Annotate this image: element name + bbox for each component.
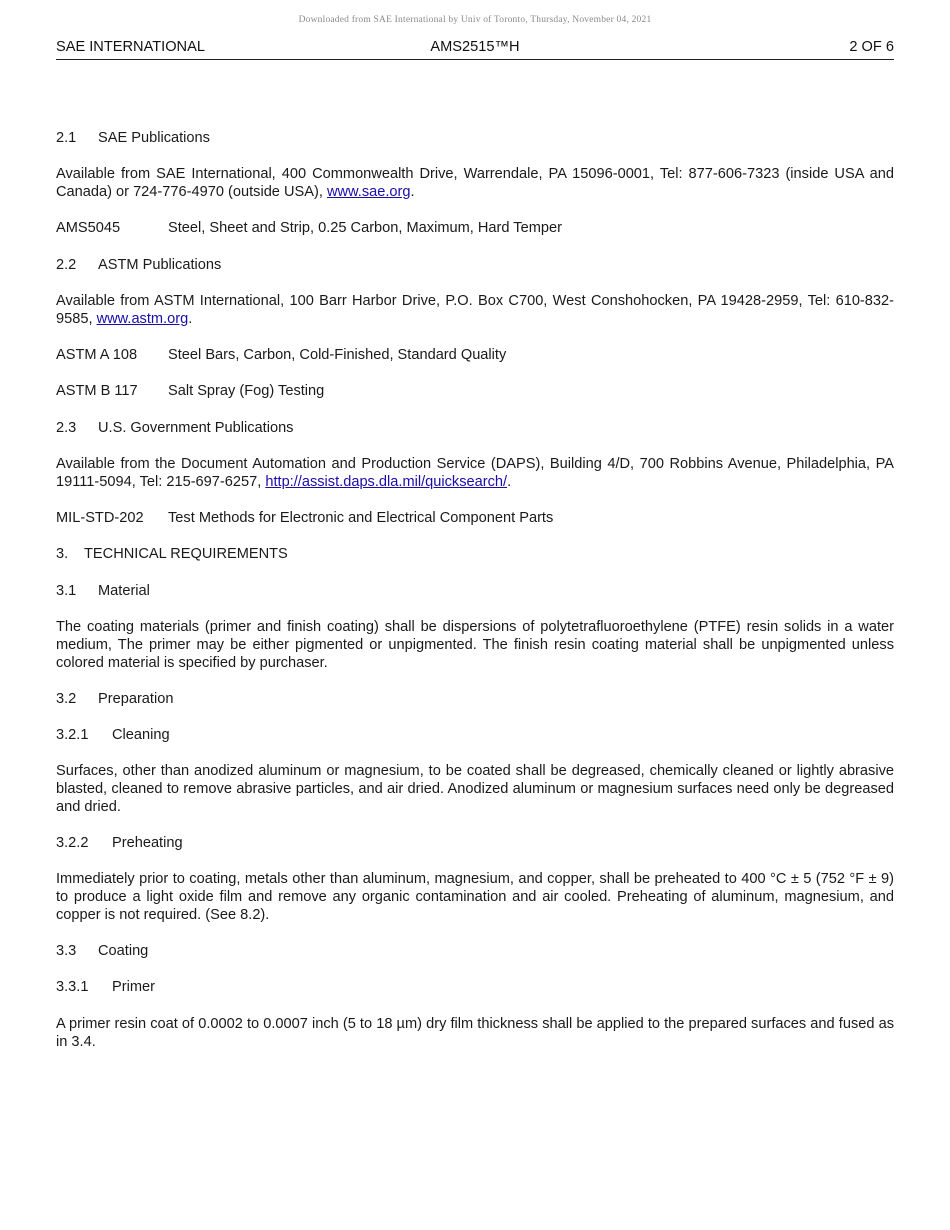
section-title: ASTM Publications [98,257,222,273]
paragraph-text: Available from SAE International, 400 Commonwealth Drive, Warrendale, PA 15096-0001, Tel: 877-606-7323 (inside USA and Canada) or 724-776-4970 (outside USA), [56,166,894,200]
section-number: 3.3.1 [56,979,89,995]
section-number: 3.2 [56,691,77,707]
reference-title: Test Methods for Electronic and Electrical Component Parts [168,510,554,526]
reference-title: Salt Spray (Fog) Testing [168,383,325,399]
section-title: SAE Publications [98,130,210,146]
paragraph-text: Available from ASTM International, 100 Barr Harbor Drive, P.O. Box C700, West Conshohocken, PA 19428-2959, Tel: 610-832-9585, [56,293,894,327]
section-2-1-heading [56,129,210,147]
sae-availability-paragraph [56,165,894,201]
reference-title: Steel Bars, Carbon, Cold-Finished, Standard Quality [168,347,507,363]
section-number: 2.2 [56,257,77,273]
reference-astm-a108 [56,346,506,364]
section-3-3-heading [56,942,148,960]
paragraph-end: . [507,474,512,490]
section-2-2-heading [56,256,221,274]
section-2-3-heading [56,419,293,437]
primer-paragraph: A primer resin coat of 0.0002 to 0.0007 inch (5 to 18 µm) dry film thickness shall be applied to the prepared surfaces and fused as in 3.4. [56,1016,894,1050]
reference-title: Steel, Sheet and Strip, 0.25 Carbon, Maximum, Hard Temper [168,220,562,236]
section-number: 2.1 [56,130,77,146]
page-header [56,39,894,60]
section-title: Preparation [98,691,174,707]
reference-code: ASTM B 117 [56,383,138,399]
paragraph-end: . [410,184,415,200]
section-3-heading [56,545,288,563]
astm-website-link[interactable]: www.astm.org [96,311,189,327]
section-3-2-1-heading [56,726,170,744]
section-number: 2.3 [56,420,77,436]
section-3-2-heading [56,690,173,708]
download-watermark: Downloaded from SAE International by Univ of Toronto, Thursday, November 04, 2021 [298,15,652,25]
reference-code: AMS5045 [56,220,121,236]
section-3-1-heading [56,582,150,600]
paragraph-text: Available from the Document Automation and Production Service (DAPS), Building 4/D, 700 Robbins Avenue, Philadelphia, PA 19111-5094, Tel: 215-697-6257, [56,456,894,490]
section-title: Preheating [112,835,183,851]
section-title: Primer [112,979,155,995]
section-number: 3.1 [56,583,77,599]
section-title: U.S. Government Publications [98,420,294,436]
section-3-3-1-heading [56,978,155,996]
section-number: 3. [56,546,69,562]
section-title: Coating [98,943,149,959]
material-paragraph: The coating materials (primer and finish coating) shall be dispersions of polytetrafluoroethylene (PTFE) resin solids in a water medium, The primer may be either pigmented or unpigmented. The finish resin coating material shall be unpigmented unless colored material is specified by purchaser. [56,619,894,671]
astm-availability-paragraph [56,292,894,328]
reference-ams5045 [56,219,562,237]
section-3-2-2-heading [56,834,183,852]
header-page-number: 2 OF 6 [849,39,894,55]
reference-code: MIL-STD-202 [56,510,144,526]
section-title: Cleaning [112,727,170,743]
section-number: 3.2.2 [56,835,89,851]
section-number: 3.3 [56,943,77,959]
header-doc-id: AMS2515™H [430,39,520,55]
reference-code: ASTM A 108 [56,347,138,363]
assist-website-link[interactable]: http://assist.daps.dla.mil/quicksearch/ [265,474,508,490]
preheating-paragraph: Immediately prior to coating, metals other than aluminum, magnesium, and copper, shall be preheated to 400 °C ± 5 (752 °F ± 9) to produce a light oxide film and remove any organic contamination and air cooled. Preheating of aluminum, magnesium, and copper is not required. (See 8.2). [56,871,894,923]
header-org: SAE INTERNATIONAL [56,39,205,55]
reference-mil-std-202 [56,509,553,527]
government-availability-paragraph [56,455,894,491]
section-title: TECHNICAL REQUIREMENTS [84,546,288,562]
reference-astm-b117 [56,382,324,400]
sae-website-link[interactable]: www.sae.org [326,184,411,200]
section-title: Material [98,583,150,599]
cleaning-paragraph: Surfaces, other than anodized aluminum or magnesium, to be coated shall be degreased, chemically cleaned or lightly abrasive blasted, cleaned to remove abrasive particles, and air dried. Anodized aluminum or magnesium surfaces need only be degreased and dried. [56,763,894,815]
section-number: 3.2.1 [56,727,89,743]
paragraph-end: . [188,311,193,327]
